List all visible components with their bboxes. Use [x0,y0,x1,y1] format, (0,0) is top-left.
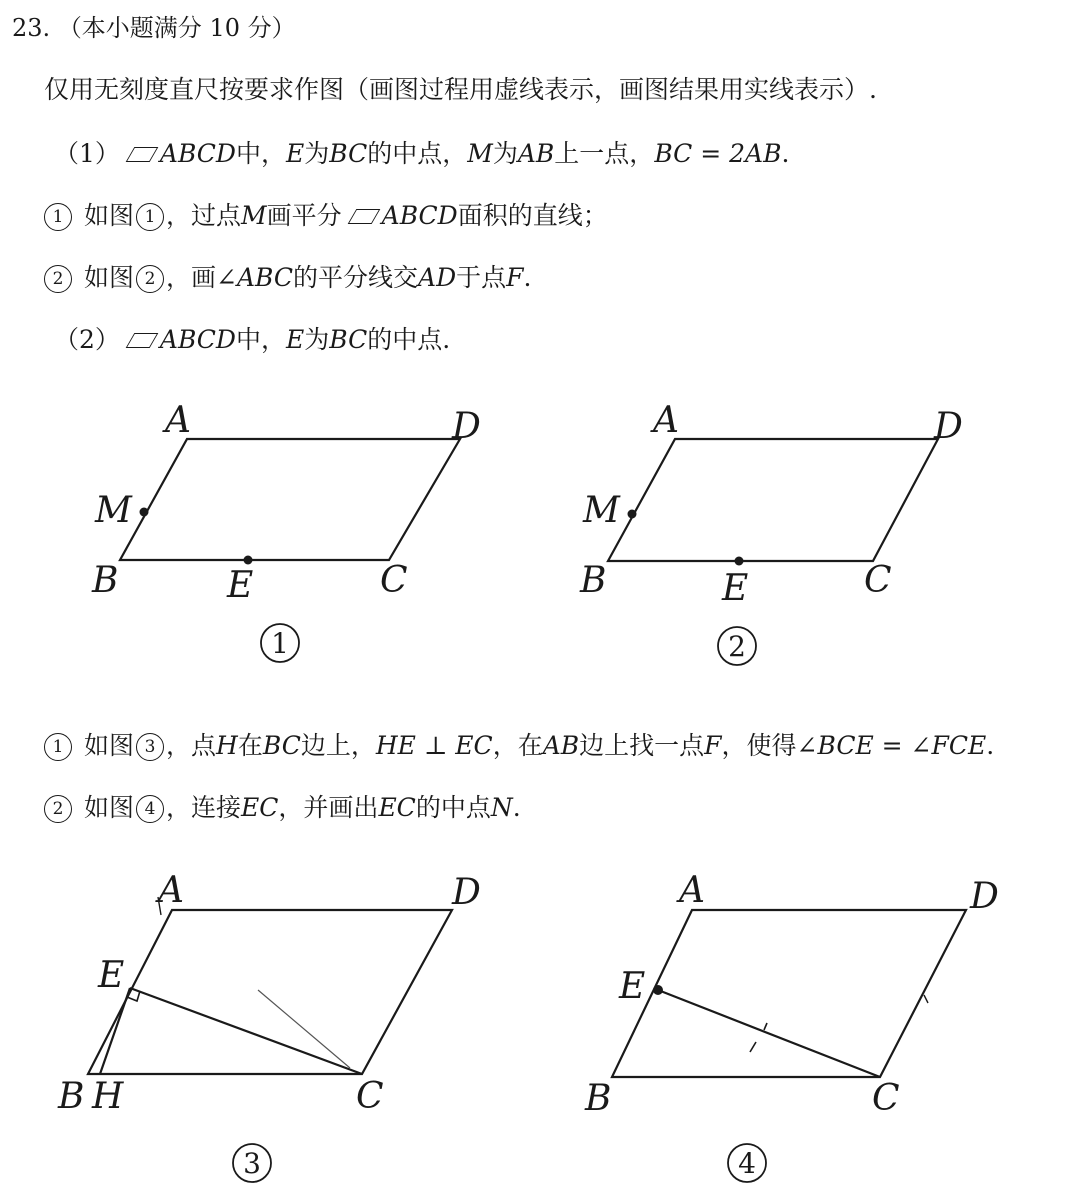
score-note: （本小题满分 10 分） [57,14,296,42]
fig4-tick-mark-2 [764,1023,767,1030]
fig2-parallelogram [608,439,938,561]
fig3-segment-ec [130,988,362,1074]
fig3-segment-he [100,988,130,1074]
fig3-caption: 3 [243,1147,261,1180]
fig1-label-c: C [380,560,408,601]
fig4-label-a: A [679,870,705,911]
fig1-label-a: A [165,400,191,441]
fig2-caption: 2 [728,630,746,663]
part1-stem: （1） ABCD中，E为BC的中点，M为AB上一点，BC = 2AB. [54,139,790,168]
fig3-label-d: D [452,872,481,913]
fig4-tick-mark-1 [750,1042,756,1052]
fig3-label-h: H [92,1076,124,1117]
fig1-caption: 1 [271,627,289,660]
fig3-label-b: B [58,1076,85,1117]
fig2-label-d: D [934,406,963,447]
fig1-label-b: B [92,560,119,601]
question-number: 23. [12,14,51,42]
fig2-label-b: B [580,560,607,601]
fig2-label-a: A [653,400,679,441]
circled-number-marker: 1 [44,733,72,761]
part1-question2: 2 如图 2 ，画∠ABC的平分线交AD于点F. [44,262,531,294]
fig2-label-e: E [722,568,749,609]
fig2-point-m [628,510,637,519]
circled-figure-ref: 4 [136,795,164,823]
fig2-label-c: C [864,560,892,601]
fig1-label-e: E [227,565,254,606]
fig3-faint-line [258,990,350,1068]
circled-figure-ref: 2 [136,265,164,293]
fig3-label-c: C [356,1076,384,1117]
part1-label: （1） [54,139,120,168]
part1-question1: 1 如图 1 ，过点M画平分 ABCD面积的直线； [44,200,608,232]
fig4-label-c: C [872,1078,900,1119]
fig4-label-e: E [619,966,646,1007]
part2-stem: （2） ABCD中，E为BC的中点. [54,325,451,354]
circled-figure-ref: 3 [136,733,164,761]
fig1-label-d: D [452,406,481,447]
fig4-segment-ec [658,990,880,1077]
fig4-label-b: B [585,1078,612,1119]
fig1-point-m [140,508,149,517]
fig2-point-e [735,557,744,566]
fig3-label-a: A [158,870,184,911]
fig1-parallelogram [120,439,460,560]
fig4-label-d: D [970,876,999,917]
circled-number-marker: 2 [44,265,72,293]
fig1-label-m: M [95,490,132,531]
fig3-label-e: E [98,955,125,996]
part2-question1: 1 如图 3 ，点H在BC边上，HE ⊥ EC，在AB边上找一点F，使得∠BCE = ∠FCE. [44,730,994,762]
circled-figure-ref: 1 [136,203,164,231]
part2-label: （2） [54,325,120,354]
part2-question2: 2 如图 4 ，连接EC，并画出EC的中点N. [44,792,521,824]
instruction: 仅用无刻度直尺按要求作图（画图过程用虚线表示，画图结果用实线表示）. [44,75,877,104]
circled-number-marker: 2 [44,795,72,823]
circled-number-marker: 1 [44,203,72,231]
fig1-point-e [244,556,253,565]
fig4-tick-mark-3 [924,995,928,1003]
fig4-caption: 4 [738,1147,756,1180]
fig4-point-e [653,985,663,995]
fig2-label-m: M [583,490,620,531]
